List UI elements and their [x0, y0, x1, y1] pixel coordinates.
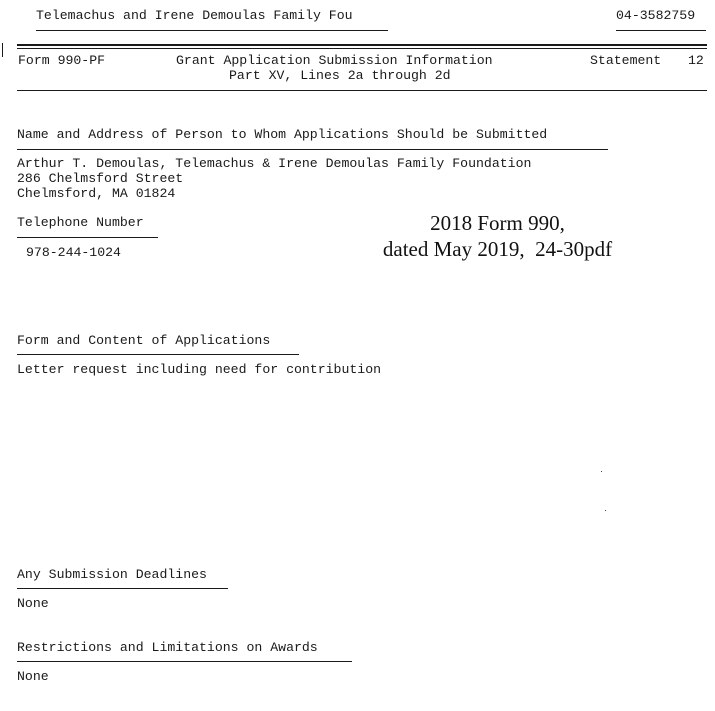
annotation-line1: 2018 Form 990,	[430, 211, 565, 235]
organization-name: Telemachus and Irene Demoulas Family Fou	[36, 8, 353, 23]
name-address-heading-underline	[17, 149, 608, 150]
form-content-heading: Form and Content of Applications	[17, 333, 271, 348]
scan-speck	[601, 471, 602, 472]
form-bar-rule	[17, 90, 707, 91]
form-label: Form 990-PF	[18, 53, 106, 68]
deadlines-heading-underline	[17, 588, 228, 589]
restrictions-heading: Restrictions and Limitations on Awards	[17, 640, 318, 655]
city-state-zip-line: Chelmsford, MA 01824	[17, 186, 176, 201]
org-name-underline	[36, 30, 388, 31]
statement-number: 12	[688, 53, 704, 68]
deadlines-heading: Any Submission Deadlines	[17, 567, 207, 582]
restrictions-heading-underline	[17, 661, 352, 662]
name-address-heading: Name and Address of Person to Whom Applications Should be Submitted	[17, 127, 548, 142]
form-title-line2: Part XV, Lines 2a through 2d	[229, 68, 451, 83]
contact-name-line: Arthur T. Demoulas, Telemachus & Irene Demoulas Family Foundation	[17, 156, 532, 171]
telephone-value: 978-244-1024	[26, 245, 121, 260]
ein-number: 04-3582759	[616, 8, 696, 23]
annotation-line2: dated May 2019, 24-30pdf	[382, 237, 613, 261]
form-content-heading-underline	[17, 354, 299, 355]
telephone-heading-underline	[17, 237, 158, 238]
double-rule-top	[17, 44, 707, 46]
restrictions-value: None	[17, 669, 49, 684]
ein-underline	[616, 30, 706, 31]
margin-mark	[2, 43, 3, 57]
form-title-line1: Grant Application Submission Information	[176, 53, 493, 68]
scan-speck	[605, 510, 606, 511]
street-address-line: 286 Chelmsford Street	[17, 171, 184, 186]
statement-label: Statement	[590, 53, 662, 68]
form-content-value: Letter request including need for contribution	[17, 362, 382, 377]
deadlines-value: None	[17, 596, 49, 611]
telephone-heading: Telephone Number	[17, 215, 144, 230]
double-rule-bottom	[17, 48, 707, 49]
